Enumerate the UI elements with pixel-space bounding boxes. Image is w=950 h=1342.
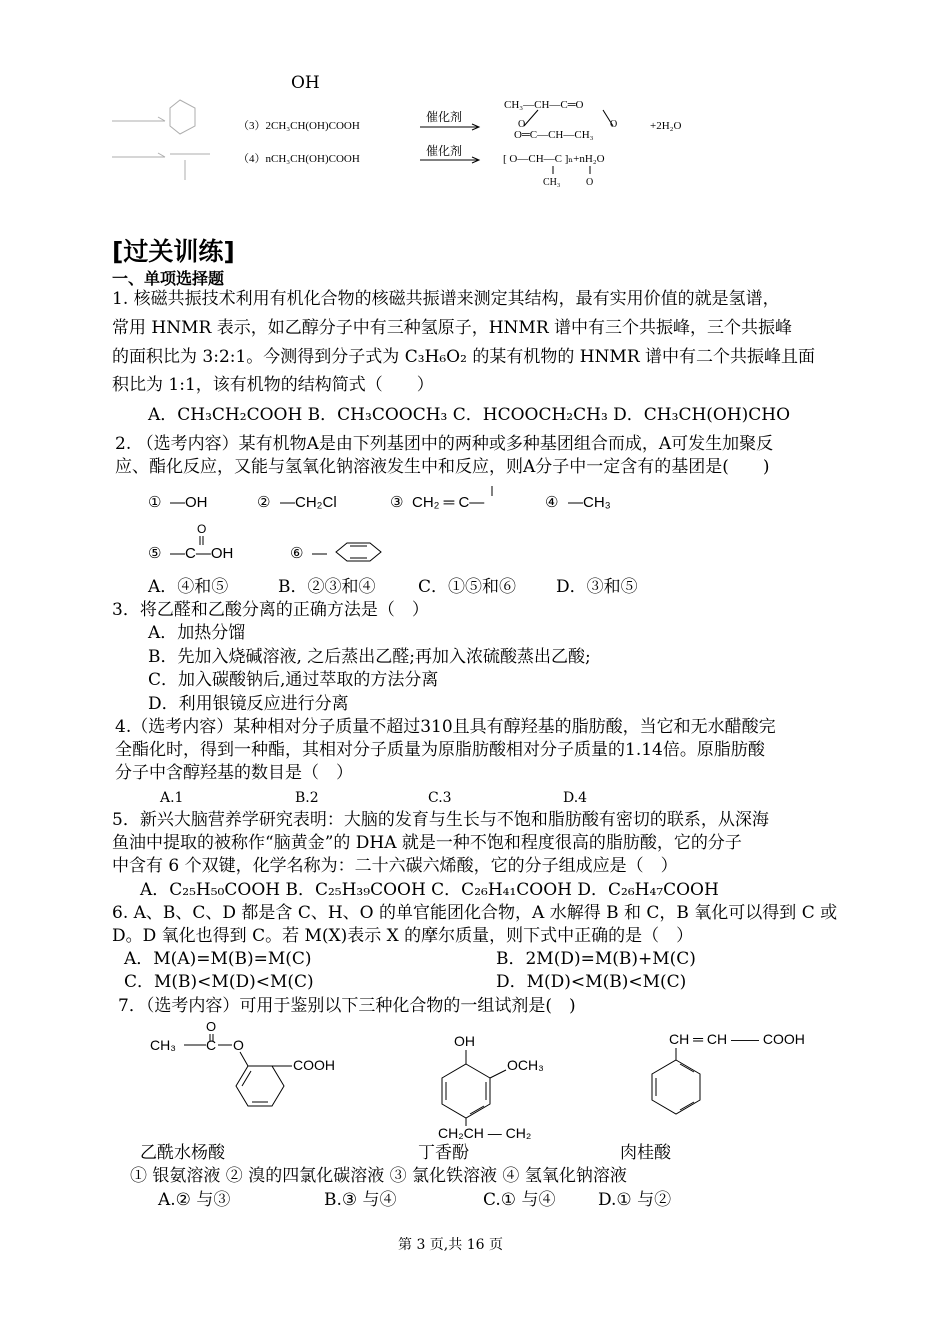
eugenol-och3: OCH₃ — [507, 1057, 544, 1073]
q6-option-a: A．M(A)=M(B)=M(C) — [124, 949, 312, 969]
group-3-marker: ③ — [390, 494, 404, 511]
q4-option-b: B.2 — [295, 790, 319, 806]
q2-groups-figure — [140, 480, 660, 575]
q1-line: 积比为 1:1，该有机物的结构简式（ ） — [112, 375, 434, 395]
q5-line: 中含有 6 个双键，化学名称为：二十六碳六烯酸，它的分子组成应是（ ） — [112, 856, 678, 876]
q7-option-a: A.② 与③ — [158, 1190, 231, 1210]
q5-line: 5．新兴大脑营养学研究表明：大脑的发育与生长与不饱和脂肪酸有密切的联系，从深海 — [112, 810, 769, 830]
aspirin-ch3: CH₃ — [150, 1037, 176, 1053]
q3-option-c: C．加入碳酸钠后,通过萃取的方法分离 — [148, 670, 439, 690]
group-2-ch2cl: —CH₂Cl — [280, 494, 337, 511]
q7-name-eugenol: 丁香酚 — [418, 1143, 469, 1163]
group-3-vinyl: CH₂ ═ C— — [412, 494, 485, 511]
q7-reagents: ① 银氨溶液 ② 溴的四氯化碳溶液 ③ 氯化铁溶液 ④ 氢氧化钠溶液 — [130, 1166, 627, 1186]
q7-name-cinnamic: 肉桂酸 — [620, 1143, 671, 1163]
reaction3-ring-bottom: O═C—CH—CH₃ — [514, 129, 594, 141]
q1-line: 常用 HNMR 表示，如乙醇分子中有三种氢原子，HNMR 谱中有三个共振峰，三个共振峰 — [112, 318, 793, 338]
q2-option-a: A．④和⑤ — [148, 577, 229, 597]
carbonyl-o: O — [197, 522, 207, 536]
aspirin-carbonyl-o: O — [206, 1019, 217, 1034]
group-4-ch3: —CH₃ — [568, 494, 611, 511]
reaction3-catalyst: 催化剂 — [426, 110, 463, 124]
reaction4-o: O — [586, 177, 594, 187]
group-1-marker: ① — [148, 494, 162, 511]
phenyl-ring — [336, 543, 381, 561]
q6-option-b: B．2M(D)=M(B)+M(C) — [496, 949, 696, 969]
reaction4-polymer: [ O—CH—C ]ₙ+nH₂O — [503, 153, 605, 165]
q1-options: A．CH₃CH₂COOH B．CH₃COOCH₃ C．HCOOCH₂CH₃ D．CH₃CH(OH)CHO — [148, 405, 791, 425]
q6-option-c: C．M(B)<M(D)<M(C) — [124, 972, 314, 992]
oh-label: OH — [291, 73, 320, 93]
q2-line: 2. （选考内容）某有机物A是由下列基团中的两种或多种基团组合而成，A可发生加聚反 — [115, 434, 774, 454]
svg-text:O: O — [518, 119, 526, 130]
q4-line: 4.（选考内容）某种相对分子质量不超过310且具有醇羟基的脂肪酸，当它和无水醋酸完 — [115, 717, 776, 737]
eugenol-oh: OH — [454, 1033, 475, 1049]
svg-text:O: O — [610, 119, 618, 130]
reaction3-plus: +2H₂O — [650, 120, 682, 132]
q1-line: 的面积比为 3:2:1。今测得到分子式为 C₃H₆O₂ 的某有机物的 HNMR 谱中有二个共振峰且面 — [112, 347, 816, 367]
group-2-marker: ② — [257, 494, 271, 511]
group-5-marker: ⑤ — [148, 545, 162, 562]
q7-name-aspirin: 乙酰水杨酸 — [140, 1143, 225, 1163]
group-6-bond: — — [312, 545, 327, 562]
q5-line: 鱼油中提取的被称作“脑黄金”的 DHA 就是一种不饱和程度很高的脂肪酸，它的分子 — [112, 833, 742, 853]
q2-option-d: D．③和⑤ — [556, 577, 638, 597]
q7-option-c: C.① 与④ — [483, 1190, 556, 1210]
aspirin-ester-o: O — [233, 1037, 244, 1053]
blurred-structure-image — [110, 90, 220, 185]
aspirin-structure — [150, 1019, 335, 1106]
q6-line: D。D 氧化也得到 C。若 M(X)表示 X 的摩尔质量，则下式中正确的是（ ） — [112, 926, 694, 946]
q4-line: 全酯化时，得到一种酯，其相对分子质量为原脂肪酸相对分子质量的1.14倍。原脂肪酸 — [115, 740, 765, 760]
reaction4-catalyst: 催化剂 — [426, 144, 463, 158]
group-1-oh: —OH — [170, 494, 208, 511]
q1-line: 1. 核磁共振技术利用有机化合物的核磁共振谱来测定其结构，最有实用价值的就是氢谱， — [112, 289, 780, 309]
reaction4-ch3: CH₃ — [543, 177, 561, 187]
eugenol-structure — [438, 1033, 544, 1141]
q4-line: 分子中含醇羟基的数目是（ ） — [115, 763, 353, 783]
cinnamic-structure — [652, 1031, 805, 1114]
q4-option-c: C.3 — [428, 790, 452, 806]
q3-option-a: A．加热分馏 — [148, 623, 246, 643]
q7-option-b: B.③ 与④ — [324, 1190, 397, 1210]
q6-option-d: D．M(D)<M(B)<M(C) — [496, 972, 687, 992]
reaction-equations — [238, 92, 718, 187]
q3-stem: 3．将乙醛和乙酸分离的正确方法是（ ） — [112, 600, 429, 620]
q7-stem: 7．（选考内容）可用于鉴别以下三种化合物的一组试剂是( ) — [118, 996, 576, 1016]
q3-option-b: B．先加入烧碱溶液, 之后蒸出乙醛;再加入浓硫酸蒸出乙酸; — [148, 647, 591, 667]
aspirin-cooh: COOH — [293, 1057, 335, 1073]
reaction3-lhs: （3）2CH₃CH(OH)COOH — [238, 120, 360, 132]
svg-text:C: C — [206, 1037, 217, 1053]
q4-option-d: D.4 — [563, 790, 588, 806]
q2-line: 应、酯化反应，又能与氢氧化钠溶液发生中和反应，则A分子中一定含有的基团是( ) — [115, 457, 770, 477]
page-footer: 第 3 页,共 16 页 — [398, 1237, 503, 1253]
subsection-title: 一、单项选择题 — [112, 269, 225, 288]
q2-option-b: B．②③和④ — [278, 577, 376, 597]
q3-option-d: D．利用银镜反应进行分离 — [148, 694, 349, 714]
q7-structures-figure — [140, 1012, 840, 1142]
section-title: [过关训练] — [112, 237, 235, 266]
eugenol-allyl: CH₂CH — CH₂ — [438, 1125, 532, 1141]
q2-option-c: C．①⑤和⑥ — [418, 577, 517, 597]
q6-line: 6. A、B、C、D 都是含 C、H、O 的单官能团化合物，A 水解得 B 和 C，B 氧化可以得到 C 或 — [112, 903, 838, 923]
reaction3-ring-top: CH₃—CH—C═O — [504, 99, 584, 111]
reaction4-lhs: （4）nCH₃CH(OH)COOH — [238, 153, 360, 165]
q7-option-d: D.① 与② — [598, 1190, 672, 1210]
group-4-marker: ④ — [545, 494, 559, 511]
q5-options: A．C₂₅H₅₀COOH B．C₂₅H₃₉COOH C．C₂₆H₄₁COOH D．C₂₆H₄₇COOH — [140, 880, 719, 900]
group-5-cooh: —C—OH — [170, 545, 234, 562]
group-6-marker: ⑥ — [290, 545, 304, 562]
cinnamic-chain: CH ═ CH —— COOH — [669, 1031, 805, 1047]
q4-option-a: A.1 — [160, 790, 184, 806]
